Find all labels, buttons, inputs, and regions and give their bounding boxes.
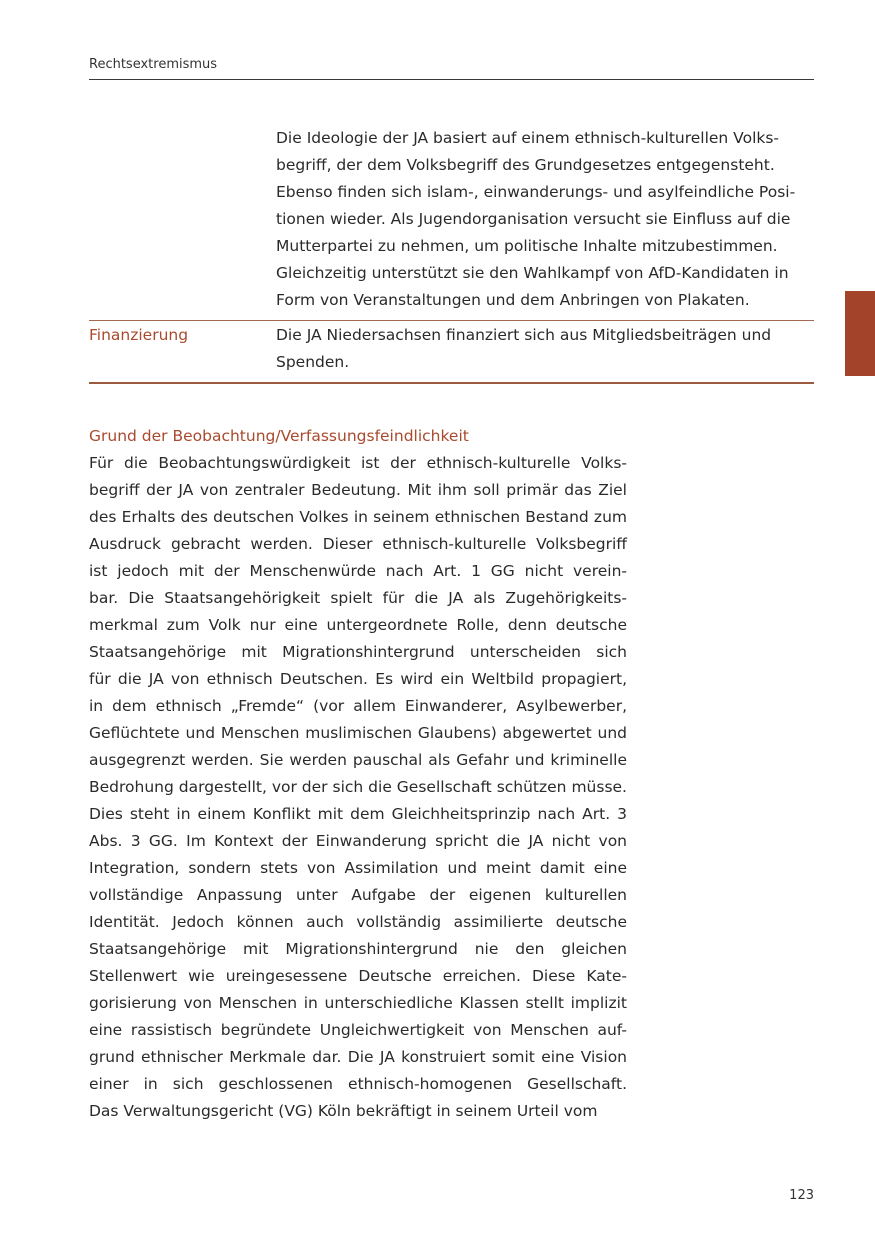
finance-label: Finanzierung xyxy=(89,326,189,344)
body-line: Identität. Jedoch können auch vollständig assimilierte deutsche xyxy=(89,913,627,931)
body-line: ausgegrenzt werden. Sie werden pauschal als Gefahr und kriminelle xyxy=(89,751,627,769)
body-line: Staatsangehörige mit Migrationshintergrund nie den gleichen xyxy=(89,940,627,958)
body-line: Staatsangehörige mit Migrationshintergrund unterscheiden sich xyxy=(89,643,627,661)
body-line: des Erhalts des deutschen Volkes in seinem ethnischen Bestand zum xyxy=(89,508,627,526)
page-number: 123 xyxy=(789,1188,814,1203)
table-row-label-empty xyxy=(89,125,276,320)
body-line: Ausdruck gebracht werden. Dieser ethnisch-kulturelle Volksbegriff xyxy=(89,535,627,553)
body-line: begriff der JA von zentraler Bedeutung. Mit ihm soll primär das Ziel xyxy=(89,481,627,499)
section-body xyxy=(89,450,627,1125)
running-head: Rechtsextremismus xyxy=(89,57,218,72)
body-line: bar. Die Staatsangehörigkeit spielt für die JA als Zugehörigkeits- xyxy=(89,589,627,607)
chapter-tab-marker xyxy=(845,291,875,376)
body-line: Das Verwaltungsgericht (VG) Köln bekräftigt in seinem Urteil vom xyxy=(89,1102,598,1120)
body-line: merkmal zum Volk nur eine untergeordnete Rolle, denn deutsche xyxy=(89,616,627,634)
body-line: eine rassistisch begründete Ungleichwertigkeit von Menschen auf- xyxy=(89,1021,627,1039)
text-line: Gleichzeitig unterstützt sie den Wahlkampf von AfD-Kandidaten in xyxy=(276,264,789,282)
text-line: Die Ideologie der JA basiert auf einem ethnisch-kulturellen Volks- xyxy=(276,129,780,147)
body-line: Dies steht in einem Konflikt mit dem Gleichheitsprinzip nach Art. 3 xyxy=(89,805,627,823)
table-row-finance xyxy=(89,320,814,384)
text-line: Ebenso finden sich islam-, einwanderungs- und asylfeindliche Posi- xyxy=(276,183,796,201)
body-line: Bedrohung dargestellt, vor der sich die Gesellschaft schützen müsse. xyxy=(89,778,627,796)
text-line: Spenden. xyxy=(276,353,350,371)
info-table xyxy=(89,125,814,384)
text-line: Form von Veranstaltungen und dem Anbringen von Plakaten. xyxy=(276,291,750,309)
body-line: Für die Beobachtungswürdigkeit ist der ethnisch-kulturelle Volks- xyxy=(89,454,627,472)
section-heading: Grund der Beobachtung/Verfassungsfeindlichkeit xyxy=(89,427,469,445)
body-line: Integration, sondern stets von Assimilation und meint damit eine xyxy=(89,859,627,877)
body-line: vollständige Anpassung unter Aufgabe der eigenen kulturellen xyxy=(89,886,627,904)
text-line: Die JA Niedersachsen finanziert sich aus Mitgliedsbeiträgen und xyxy=(276,326,772,344)
text-line: tionen wieder. Als Jugendorganisation versucht sie Einfluss auf die xyxy=(276,210,791,228)
body-line: für die JA von ethnisch Deutschen. Es wird ein Weltbild propagiert, xyxy=(89,670,627,688)
body-line: Stellenwert wie ureingesessene Deutsche erreichen. Diese Kate- xyxy=(89,967,627,985)
body-line: grund ethnischer Merkmale dar. Die JA konstruiert somit eine Vision xyxy=(89,1048,627,1066)
body-line: in dem ethnisch „Fremde“ (vor allem Einwanderer, Asylbewerber, xyxy=(89,697,627,715)
finance-text xyxy=(276,322,814,376)
body-line: Geflüchtete und Menschen muslimischen Glaubens) abgewertet und xyxy=(89,724,627,742)
body-line: ist jedoch mit der Menschenwürde nach Art. 1 GG nicht verein- xyxy=(89,562,627,580)
text-line: begriff, der dem Volksbegriff des Grundgesetzes entgegensteht. xyxy=(276,156,775,174)
body-line: einer in sich geschlossenen ethnisch-homogenen Gesellschaft. xyxy=(89,1075,627,1093)
body-line: Abs. 3 GG. Im Kontext der Einwanderung spricht die JA nicht von xyxy=(89,832,627,850)
ideology-text xyxy=(276,125,814,320)
text-line: Mutterpartei zu nehmen, um politische Inhalte mitzubestimmen. xyxy=(276,237,778,255)
table-row-ideology xyxy=(89,125,814,320)
header-divider xyxy=(89,79,814,80)
body-line: gorisierung von Menschen in unterschiedliche Klassen stellt implizit xyxy=(89,994,627,1012)
